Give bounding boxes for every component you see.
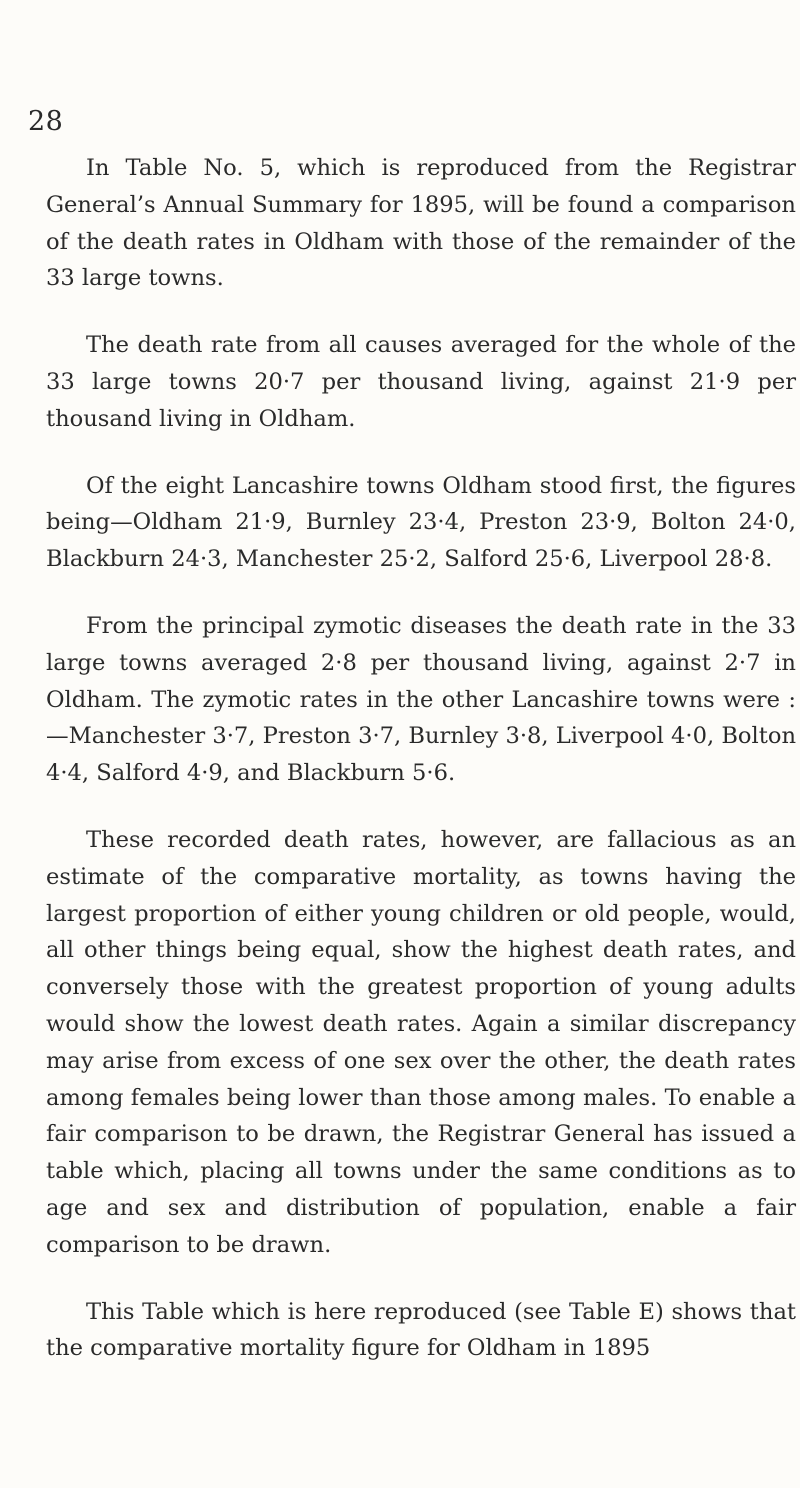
paragraph-lancashire-towns: Of the eight Lancashire towns Oldham stood first, the figures being—Oldham 21·9, Burnley 23·4, Preston 23·9, Bolton 24·0, Blackburn 24·3, Manchester 25·2, Salford 25·6, Liverpool 28·8. (46, 472, 796, 573)
paragraph-fallacious-rates: These recorded death rates, however, are fallacious as an estimate of the comparative mortality, as towns having the largest proportion of either young children or old people, would, all other things being equal, show the highest death rates, and conversely those with the greatest proportion of young adults would show the lowest death rates. Again a similar discrepancy may arise from excess of one sex over the other, the death rates among females being lower than those among males. To enable a fair comparison to be drawn, the Registrar General has issued a table which, placing all towns under the same conditions as to age and sex and distribution of population, enable a fair comparison to be drawn. (46, 826, 796, 1258)
paragraph-table-5-intro: In Table No. 5, which is reproduced from the Registrar General’s Annual Summary for 1895, will be found a comparison of the death rates in Oldham with those of the remainder of the 33 large towns. (46, 155, 796, 292)
paragraph-zymotic-rates: From the principal zymotic diseases the death rate in the 33 large towns averaged 2·8 per thousand living, against 2·7 in Oldham. The zymotic rates in the other Lancashire towns were :—Manchester 3·7, Preston 3·7, Burnley 3·8, Liverpool 4·0, Bolton 4·4, Salford 4·9, and Blackburn 5·6. (46, 612, 796, 787)
paragraph-all-causes-rate: The death rate from all causes averaged for the whole of the 33 large towns 20·7 per thousand living, against 21·9 per thousand living in Oldham. (46, 332, 796, 432)
body-text (46, 150, 796, 1367)
page-number: 28 (28, 106, 64, 137)
paragraph-table-e: This Table which is here reproduced (see Table E) shows that the comparative mortality figure for Oldham in 1895 (46, 1298, 796, 1362)
